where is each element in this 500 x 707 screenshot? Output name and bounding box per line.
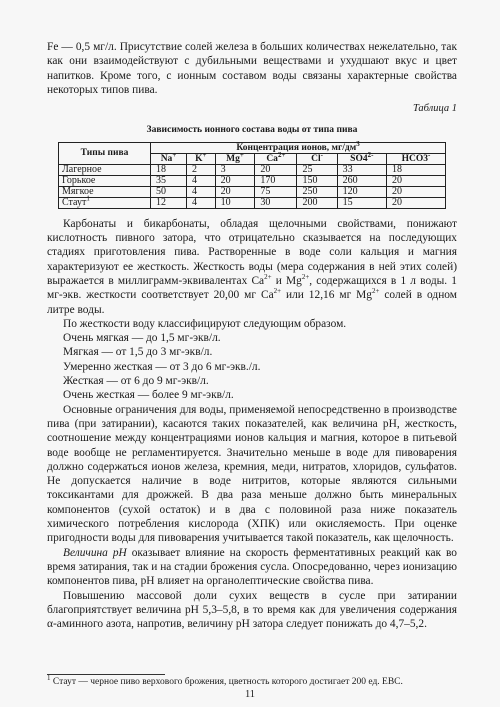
footnote: $^1$ Стаут — черное пиво верхового брожения, цветность которого достигает 200 ед. ЕВС.: [47, 673, 403, 687]
value-cell: 4: [187, 175, 216, 186]
ion-header: Cl-: [297, 153, 337, 164]
value-cell: 33: [337, 164, 386, 175]
table-row: [59, 175, 446, 186]
footnote-divider: [47, 674, 165, 675]
value-cell: 20: [255, 164, 297, 175]
carbonates-paragraph: Карбонаты и бикарбонаты, обладая щелочными свойствами, понижают кислотность пивного затора, что отрицательно сказывается на последующих стадиях приготовления пива. Растворенные в воде соли кальция и магния характеризуют ее жесткость. Жесткость воды (мера содержания в ней этих солей) выражается в миллиграмм-эквивалентах $Ca^{2+}$ и $Mg^{2+}$, содержащихся в 1 л воды. 1 мг-экв. жесткости соответствует 20,00 мг $Ca^{2+}$ или 12,16 мг $Mg^{2+}$ солей в одном литре воды.: [47, 217, 457, 316]
value-cell: 4: [187, 197, 216, 208]
value-cell: 170: [255, 175, 297, 186]
table-title: Зависимость ионного состава воды от типа пива: [146, 124, 358, 136]
table-row: [59, 164, 446, 175]
list-item: Жесткая — от 6 до 9 мг-экв/л.: [63, 375, 209, 388]
value-cell: 20: [387, 175, 446, 186]
value-cell: 20: [215, 186, 255, 197]
ion-header: K+: [187, 153, 216, 164]
ph-paragraph: Величина pH оказывает влияние на скорость ферментативных реакций как во время затирания, так и на стадии брожения сусла. Опосредованно, через ионизацию компонентов пива, pH влияет на органолептические свойства пива.: [47, 546, 457, 588]
ion-header: $Ca^{2+}$: [255, 153, 297, 164]
ph-term: Величина pH: [63, 546, 127, 559]
ion-header: HCO3-: [387, 153, 446, 164]
value-cell: 150: [297, 175, 337, 186]
table-label: Таблица 1: [412, 103, 457, 115]
intro-paragraph: Fe — 0,5 мг/л. Присутствие солей железа в больших количествах нежелательно, так как они взаимодействуют с дубильными веществами и ухудшают вкус и цвет напитков. Кроме того, с ионным составом воды связаны характерные свойства некоторых типов пива.: [47, 41, 457, 96]
beer-type-header: Типы пива: [59, 142, 151, 164]
restrictions-paragraph: Основные ограничения для воды, применяемой непосредственно в производстве пива (при затирании), касаются таких показателей, как величина pH, жесткость, соотношение между концентрациями ионов кальция и магния, которое в питьевой воде вообще не регламентируется. Значительно меньше в воде для пивоварения должно содержаться ионов железа, кремния, меди, нитратов, хлоридов, сульфатов. Не допускается наличие в воде нитритов, которые являются сильными токсикантами для дрожжей. В два раза меньше должно быть минеральных компонентов (сухой остаток) и в два с половиной раза ниже показатель химического потребления кислорода (ХПК) или окисляемость. При оценке пригодности воды для пивоварения учитывается такой показатель, как щелочность.: [47, 403, 457, 545]
hardness-classification: [47, 317, 457, 403]
ion-header: Mg+: [215, 153, 255, 164]
value-cell: 15: [337, 197, 386, 208]
value-cell: 25: [297, 164, 337, 175]
ion-composition-table: [58, 139, 446, 209]
value-cell: 50: [151, 186, 187, 197]
table-row: [59, 197, 446, 208]
value-cell: 20: [215, 175, 255, 186]
value-cell: 20: [387, 197, 446, 208]
dry-matter-paragraph: Повышению массовой доли сухих веществ в сусле при затирании благоприятствует величина pH 5,3–5,8, в то время как для увеличения содержания α-аминного азота, напротив, величину pH затора следует понижать до 4,7–5,2.: [47, 589, 457, 631]
value-cell: 75: [255, 186, 297, 197]
value-cell: 250: [297, 186, 337, 197]
hardness-intro: По жесткости воду классифицируют следующим образом.: [63, 317, 347, 330]
beer-type-cell: Горькое: [59, 175, 151, 186]
list-item: Очень мягкая — до 1,5 мг-экв/л.: [63, 332, 221, 345]
value-cell: 120: [337, 186, 386, 197]
value-cell: 10: [215, 197, 255, 208]
value-cell: 260: [337, 175, 386, 186]
value-cell: 18: [387, 164, 446, 175]
value-cell: 4: [187, 186, 216, 197]
list-item: Умеренно жесткая — от 3 до 6 мг-экв./л.: [63, 360, 261, 373]
beer-type-cell: Стаут$^1$: [59, 197, 151, 208]
list-item: Очень жесткая — более 9 мг-экв/л.: [63, 389, 234, 402]
value-cell: 30: [255, 197, 297, 208]
ion-header: Na+: [151, 153, 187, 164]
list-item: Мягкая — от 1,5 до 3 мг-экв/л.: [63, 346, 213, 359]
page-content: [47, 40, 457, 631]
value-cell: 20: [387, 186, 446, 197]
concentration-header: Концентрация ионов, $мг/дм^3$: [151, 142, 446, 153]
value-cell: 35: [151, 175, 187, 186]
value-cell: 200: [297, 197, 337, 208]
value-cell: 18: [151, 164, 187, 175]
beer-type-cell: Мягкое: [59, 186, 151, 197]
table-row: [59, 186, 446, 197]
value-cell: 2: [187, 164, 216, 175]
ion-header: $SO4^{2-}$: [337, 153, 386, 164]
value-cell: 3: [215, 164, 255, 175]
value-cell: 12: [151, 197, 187, 208]
page-number: 11: [244, 689, 256, 700]
beer-type-cell: Лагерное: [59, 164, 151, 175]
